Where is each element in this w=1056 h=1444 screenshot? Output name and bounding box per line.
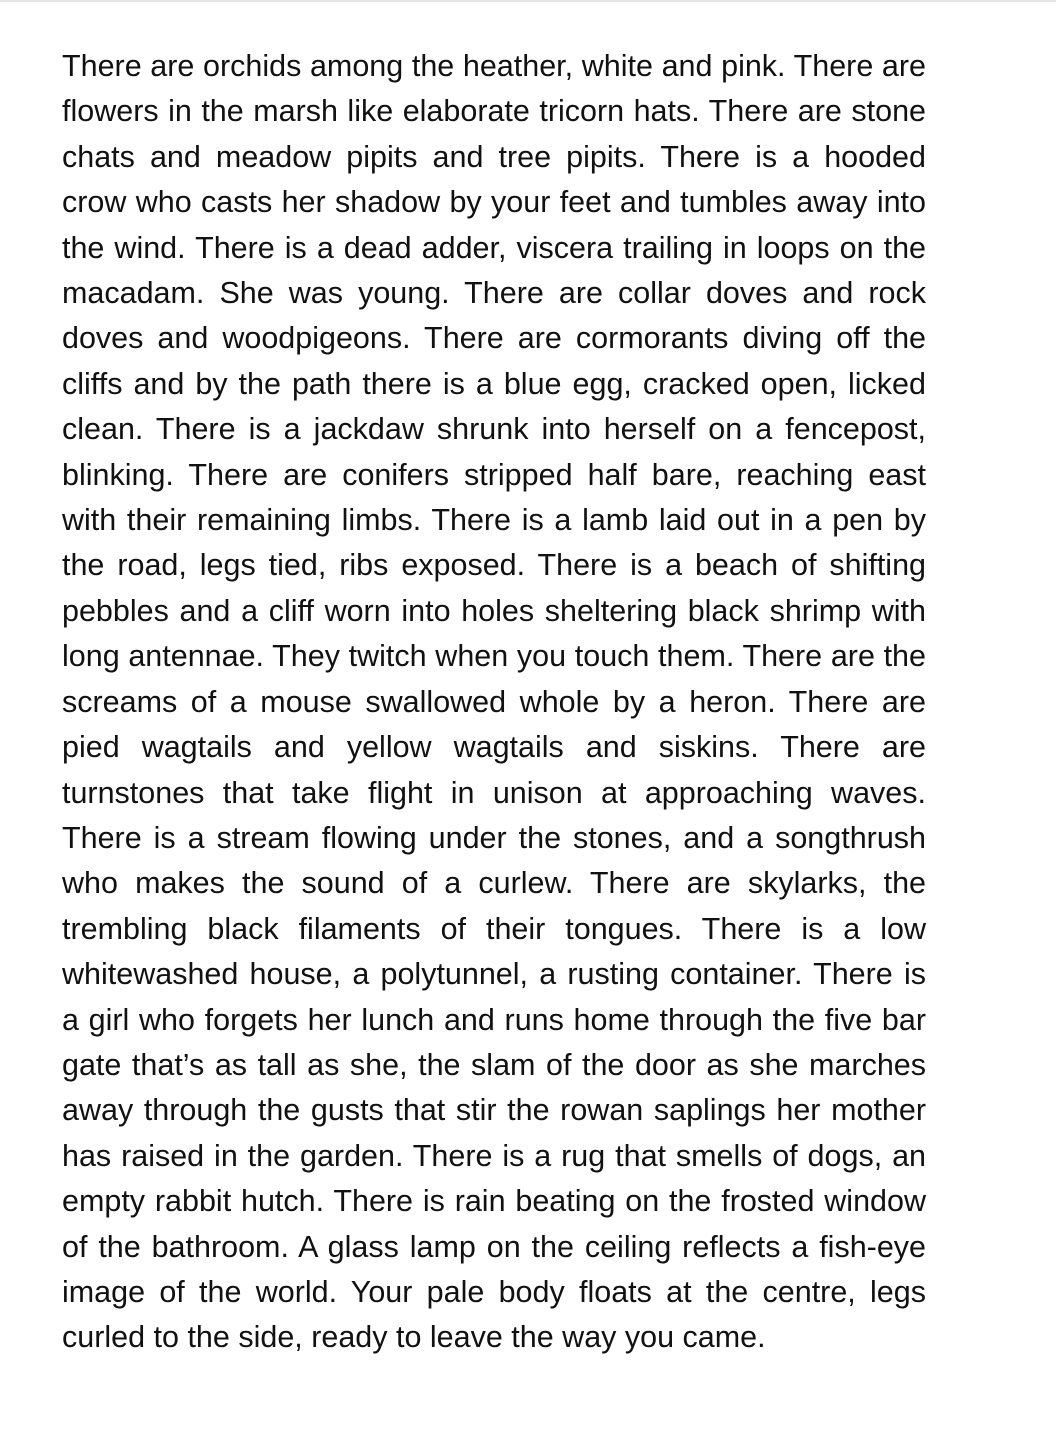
reading-page[interactable]: [62, 44, 926, 1361]
top-divider: [0, 0, 1056, 2]
body-paragraph: There are orchids among the heather, white and pink. There are flowers in the marsh like elaborate tricorn hats. There are stone chats and meadow pipits and tree pipits. There is a hooded crow who casts her shadow by your feet and tumbles away into the wind. There is a dead adder, viscera trailing in loops on the macadam. She was young. There are collar doves and rock doves and woodpigeons. There are cormorants diving off the cliffs and by the path there is a blue egg, cracked open, licked clean. There is a jackdaw shrunk into herself on a fencepost, blinking. There are conifers stripped half bare, reaching east with their remaining limbs. There is a lamb laid out in a pen by the road, legs tied, ribs exposed. There is a beach of shifting pebbles and a cliff worn into holes sheltering black shrimp with long antennae. They twitch when you touch them. There are the screams of a mouse swallowed whole by a heron. There are pied wagtails and yellow wagtails and siskins. There are turnstones that take flight in unison at approaching waves. There is a stream flowing under the stones, and a songthrush who makes the sound of a curlew. There are skylarks, the trembling black filaments of their tongues. There is a low whitewashed house, a polytunnel, a rusting container. There is a girl who forgets her lunch and runs home through the five bar gate that’s as tall as she, the slam of the door as she marches away through the gusts that stir the rowan saplings her mother has raised in the garden. There is a rug that smells of dogs, an empty rabbit hutch. There is rain beating on the frosted window of the bathroom. A glass lamp on the ceiling reflects a fish-eye image of the world. Your pale body floats at the centre, legs curled to the side, ready to leave the way you came.: [62, 49, 926, 1355]
